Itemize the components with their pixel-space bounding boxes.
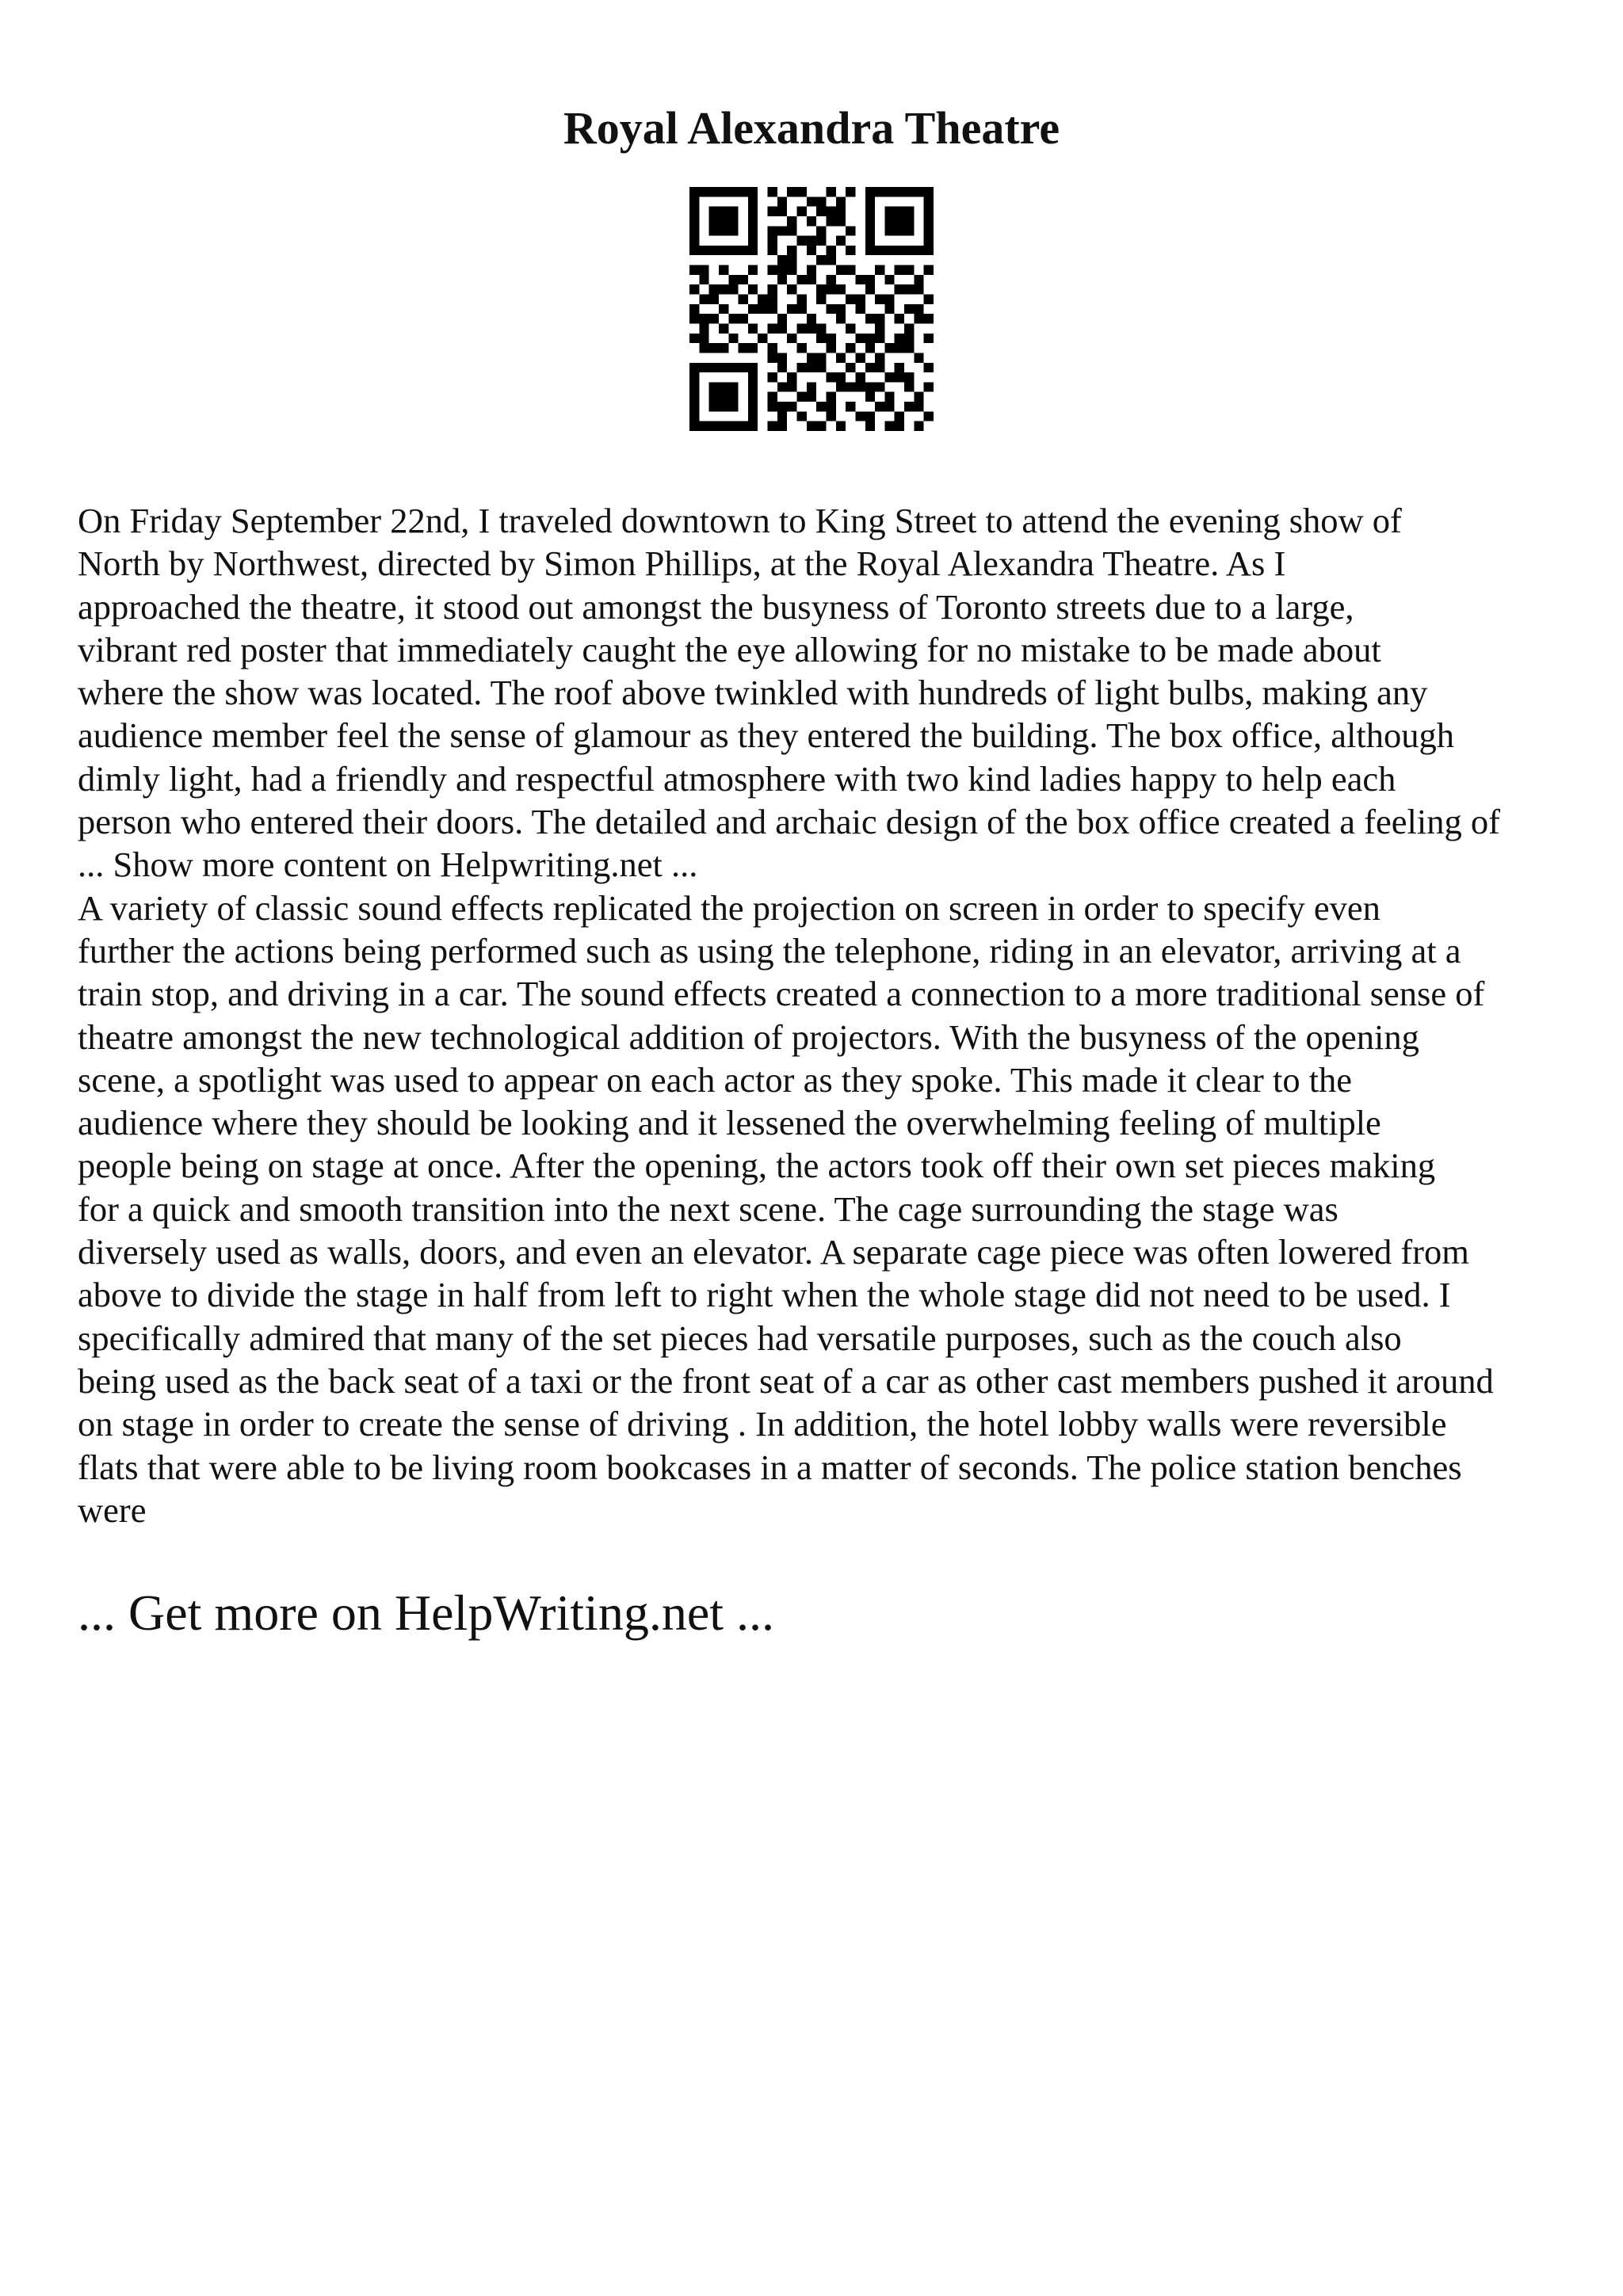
paragraph-2-line: scene, a spotlight was used to appear on each actor as they spoke. This made it clear to the	[78, 1059, 1353, 1100]
paragraph-1-line: where the show was located. The roof above twinkled with hundreds of light bulbs, making any	[78, 673, 1428, 713]
paragraph-1-line: person who entered their doors. The detailed and archaic design of the box office created a feeling of	[78, 802, 1500, 842]
get-more-link[interactable]: ... Get more on HelpWriting.net ...	[78, 1585, 774, 1641]
paragraph-2-line: were	[78, 1489, 147, 1530]
paragraph-2-line: audience where they should be looking and it lessened the overwhelming feeling of multiple	[78, 1103, 1381, 1143]
paragraph-2-line: above to divide the stage in half from left to right when the whole stage did not need to be used. I	[78, 1275, 1451, 1315]
paragraph-1-line: audience member feel the sense of glamour as they entered the building. The box office, although	[78, 715, 1454, 756]
paragraph-2-line: on stage in order to create the sense of driving . In addition, the hotel lobby walls were reversible	[78, 1404, 1447, 1444]
paragraph-2-line: further the actions being performed such as using the telephone, riding in an elevator, arriving at a	[78, 930, 1461, 971]
paragraph-2-line: specifically admired that many of the set pieces had versatile purposes, such as the couch also	[78, 1318, 1402, 1358]
paragraph-2-line: theatre amongst the new technological addition of projectors. With the busyness of the opening	[78, 1016, 1419, 1057]
paragraph-1-line: vibrant red poster that immediately caught the eye allowing for no mistake to be made about	[78, 629, 1381, 669]
qr-code-icon	[689, 187, 934, 431]
paragraph-2-line: A variety of classic sound effects replicated the projection on screen in order to specify even	[78, 887, 1381, 928]
paragraph-2-line: diversely used as walls, doors, and even an elevator. A separate cage piece was often lowered from	[78, 1232, 1469, 1272]
paragraph-2-line: people being on stage at once. After the opening, the actors took off their own set pieces making	[78, 1146, 1436, 1186]
paragraph-2-line: flats that were able to be living room bookcases in a matter of seconds. The police station benches	[78, 1447, 1462, 1487]
paragraph-1-line: approached the theatre, it stood out amongst the busyness of Toronto streets due to a large,	[78, 586, 1354, 627]
paragraph-1-line: On Friday September 22nd, I traveled downtown to King Street to attend the evening show of	[78, 501, 1402, 540]
paragraph-2-line: being used as the back seat of a taxi or the front seat of a car as other cast members pushed it around	[78, 1360, 1494, 1401]
show-more-link[interactable]: ... Show more content on Helpwriting.net ...	[78, 845, 698, 885]
paragraph-2-line: for a quick and smooth transition into the next scene. The cage surrounding the stage was	[78, 1188, 1338, 1229]
article-body	[78, 499, 1583, 1531]
paragraph-1-line: dimly light, had a friendly and respectful atmosphere with two kind ladies happy to help each	[78, 758, 1396, 799]
paragraph-1-line: North by Northwest, directed by Simon Phillips, at the Royal Alexandra Theatre. As I	[78, 543, 1286, 584]
document-title: Royal Alexandra Theatre	[563, 102, 1060, 154]
paragraph-2-line: train stop, and driving in a car. The sound effects created a connection to a more traditional sense of	[78, 974, 1485, 1014]
